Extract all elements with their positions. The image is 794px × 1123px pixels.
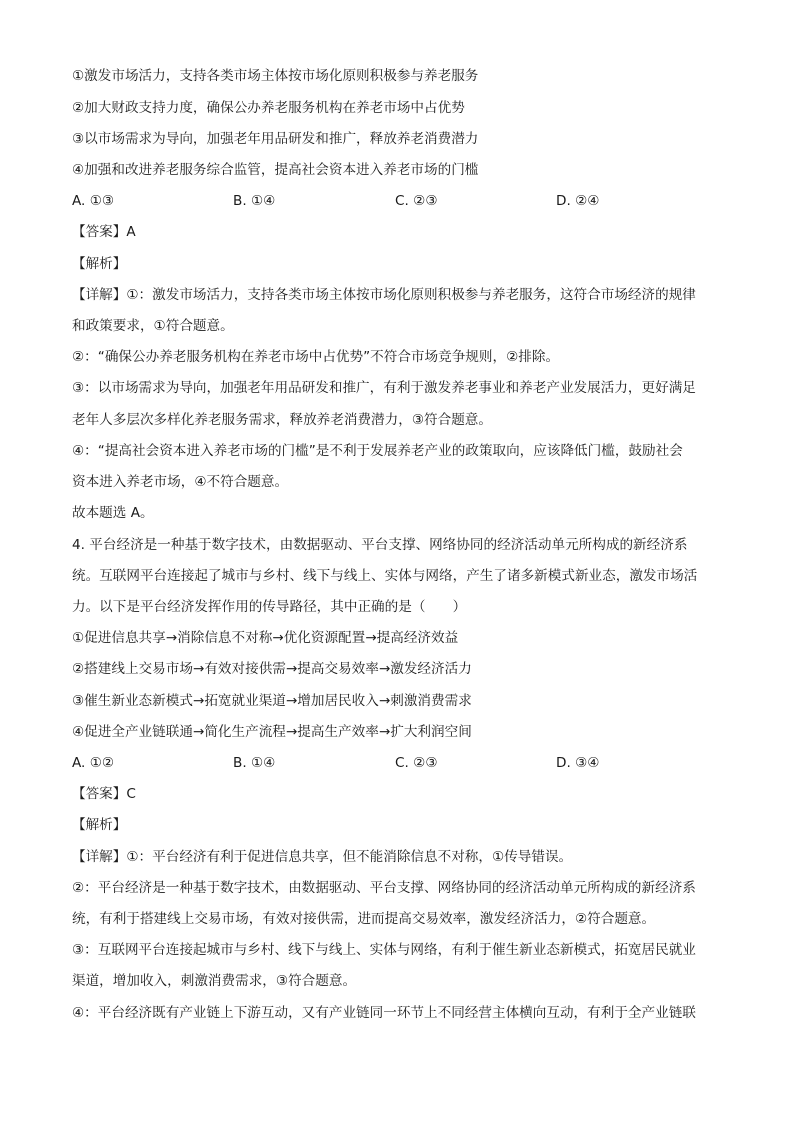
q4-detail-line-5: 渠道，增加收入，刺激消费需求，③符合题意。 <box>72 973 357 989</box>
q4-stem-line-3: 力。以下是平台经济发挥作用的传导路径，其中正确的是（ ） <box>72 599 467 615</box>
q3-choice-c: C. ②③ <box>395 193 438 209</box>
q3-answer: 【答案】A <box>72 224 136 240</box>
q4-stem-line-1: 4. 平台经济是一种基于数字技术，由数据驱动、平台支撑、网络协同的经济活动单元所构成的新经济系 <box>72 537 688 553</box>
q4-choice-d: D. ③④ <box>556 755 600 771</box>
q4-choice-a: A. ①② <box>72 755 115 771</box>
q3-option-item-2: ②加大财政支持力度，确保公办养老服务机构在养老市场中占优势 <box>72 100 465 116</box>
q4-stem-line-2: 统。互联网平台连接起了城市与乡村、线下与线上、实体与网络，产生了诸多新模式新业态，激发市场活 <box>72 568 698 584</box>
q3-detail-line-4: ③：以市场需求为导向，加强老年用品研发和推广，有利于激发养老事业和养老产业发展活力，更好满足 <box>72 380 696 396</box>
q4-detail-line-3: 统，有利于搭建线上交易市场，有效对接供需，进而提高交易效率，激发经济活力，②符合题意。 <box>72 911 656 927</box>
q3-choice-a: A. ①③ <box>72 193 115 209</box>
q3-detail-line-2: 和政策要求，①符合题意。 <box>72 318 234 334</box>
q3-choice-d: D. ②④ <box>556 193 600 209</box>
q4-choice-c: C. ②③ <box>395 755 438 771</box>
q3-conclusion: 故本题选 A。 <box>72 505 154 521</box>
q3-option-item-4: ④加强和改进养老服务综合监管，提高社会资本进入养老市场的门槛 <box>72 162 479 178</box>
q4-option-item-3: ③催生新业态新模式→拓宽就业渠道→增加居民收入→刺激消费需求 <box>72 693 472 709</box>
q4-option-item-1: ①促进信息共享→消除信息不对称→优化资源配置→提高经济效益 <box>72 630 459 646</box>
q3-detail-line-3: ②：“确保公办养老服务机构在养老市场中占优势”不符合市场竞争规则，②排除。 <box>72 349 560 365</box>
q3-detail-line-1: 【详解】①：激发市场活力，支持各类市场主体按市场化原则积极参与养老服务，这符合市场经济的规律 <box>72 287 696 303</box>
q4-answer: 【答案】C <box>72 786 136 802</box>
q3-choice-b: B. ①④ <box>233 193 276 209</box>
q3-detail-line-6: ④：“提高社会资本进入养老市场的门槛”是不利于发展养老产业的政策取向，应该降低门槛，鼓励社会 <box>72 443 683 459</box>
q4-detail-line-2: ②：平台经济是一种基于数字技术，由数据驱动、平台支撑、网络协同的经济活动单元所构成的新经济系 <box>72 880 696 896</box>
q4-choices <box>72 753 732 773</box>
q4-analysis-label: 【解析】 <box>72 817 127 833</box>
q4-detail-line-1: 【详解】①：平台经济有利于促进信息共享，但不能消除信息不对称，①传导错误。 <box>72 849 573 865</box>
q3-choices <box>72 191 732 211</box>
q4-detail-line-4: ③：互联网平台连接起城市与乡村、线下与线上、实体与网络，有利于催生新业态新模式，拓宽居民就业 <box>72 942 696 958</box>
q4-detail-line-6: ④：平台经济既有产业链上下游互动，又有产业链同一环节上不同经营主体横向互动，有利于全产业链联 <box>72 1005 696 1021</box>
q3-option-item-3: ③以市场需求为导向，加强老年用品研发和推广，释放养老消费潜力 <box>72 131 479 147</box>
q4-option-item-4: ④促进全产业链联通→简化生产流程→提高生产效率→扩大利润空间 <box>72 724 472 740</box>
q4-choice-b: B. ①④ <box>233 755 276 771</box>
q3-analysis-label: 【解析】 <box>72 256 127 272</box>
q3-detail-line-7: 资本进入养老市场，④不符合题意。 <box>72 474 289 490</box>
q3-option-item-1: ①激发市场活力，支持各类市场主体按市场化原则积极参与养老服务 <box>72 68 479 84</box>
q4-option-item-2: ②搭建线上交易市场→有效对接供需→提高交易效率→激发经济活力 <box>72 661 472 677</box>
q3-detail-line-5: 老年人多层次多样化养老服务需求，释放养老消费潜力，③符合题意。 <box>72 412 492 428</box>
